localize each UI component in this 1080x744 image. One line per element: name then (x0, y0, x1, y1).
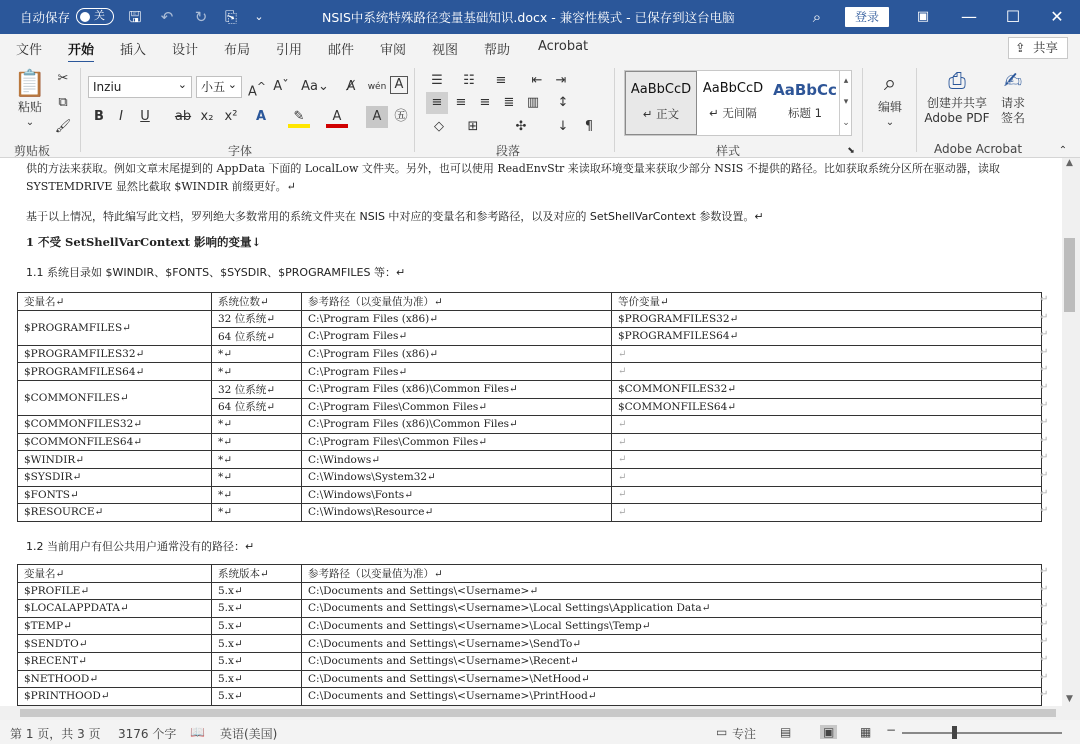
row-end-mark: ↵ (1040, 417, 1049, 428)
acrobat-group-label: Adobe Acrobat (934, 142, 1023, 156)
table-cell: C:\Windows\System32↵ (302, 468, 612, 486)
table-cell: $TEMP↵ (18, 617, 212, 635)
table-cell: $PROGRAMFILES32↵ (18, 345, 212, 363)
autosave-label: 自动保存 (20, 10, 71, 25)
table-cell: $NETHOOD↵ (18, 670, 212, 688)
row-end-mark: ↵ (1040, 619, 1049, 630)
table-cell: C:\Documents and Settings\<Username>↵ (302, 582, 1042, 600)
table-cell: 64 位系统↵ (212, 398, 302, 416)
table-cell: *↵ (212, 504, 302, 522)
style-normal[interactable] (625, 71, 697, 135)
tab-home[interactable]: 开始 (68, 39, 94, 58)
table-cell: $COMMONFILES32↵ (612, 380, 1042, 398)
table-row (18, 600, 1042, 618)
styles-group-label: 样式 (716, 144, 741, 158)
table-row (18, 433, 1042, 451)
table-cell: C:\Program Files (x86)↵ (302, 345, 612, 363)
table-cell: ↵ (612, 468, 1042, 486)
table-cell: $WINDIR↵ (18, 451, 212, 469)
change-case-icon[interactable]: Aa⌄ (301, 79, 329, 94)
undo-icon[interactable]: ↶ (160, 8, 174, 26)
separator (862, 68, 863, 152)
show-marks-icon[interactable]: ¶ (584, 119, 594, 134)
clear-format-icon[interactable]: A̸ (346, 79, 356, 94)
request-sign-button[interactable] (996, 68, 1030, 126)
table-cell: C:\Documents and Settings\<Username>\Recent↵ (302, 652, 1042, 670)
format-painter-icon[interactable]: 🖌 (54, 119, 72, 134)
styles-gallery (624, 70, 852, 136)
row-end-mark: ↵ (1040, 312, 1049, 323)
text-effects-icon[interactable]: A (255, 109, 267, 124)
bold-icon[interactable]: B (94, 109, 104, 124)
copy-icon[interactable]: ⧉ (58, 95, 68, 110)
table-cell: $COMMONFILES↵ (18, 380, 212, 415)
language[interactable]: 英语(美国) (220, 727, 278, 741)
table-cell: ↵ (612, 433, 1042, 451)
minimize-icon[interactable]: — (961, 7, 977, 26)
proofing-icon[interactable]: 📖 (190, 725, 205, 739)
tab-view[interactable]: 视图 (432, 43, 459, 58)
increase-indent-icon[interactable]: ⇥ (555, 73, 567, 88)
separator (414, 68, 415, 152)
table-cell: *↵ (212, 468, 302, 486)
variables-table-2 (17, 564, 1042, 706)
char-shading-icon[interactable]: A (366, 106, 388, 128)
customize-qat-icon[interactable]: ⌄ (254, 10, 264, 23)
table-cell: ↵ (612, 345, 1042, 363)
multilevel-list-icon[interactable]: ≡ (495, 73, 507, 88)
print-layout-icon[interactable]: ▣ (820, 725, 837, 739)
sort-icon[interactable]: ↓ (557, 119, 569, 134)
table-cell: $PROFILE↵ (18, 582, 212, 600)
table-cell: C:\Program Files (x86)\Common Files↵ (302, 416, 612, 434)
sign-label: 签名 (1000, 111, 1025, 125)
row-end-mark: ↵ (1040, 364, 1049, 375)
phonetic-guide-icon[interactable]: wén (367, 82, 387, 92)
table-cell: $PROGRAMFILES↵ (18, 310, 212, 345)
table-header-row (18, 565, 1042, 583)
tab-review[interactable]: 审阅 (380, 43, 407, 58)
row-end-mark: ↵ (1040, 400, 1049, 411)
word-count[interactable]: 3176 个字 (118, 727, 177, 741)
document-page[interactable] (0, 158, 1080, 706)
separator (614, 68, 615, 152)
heading-1-2: 1.2 当前用户有但公共用户通常没有的路径：↵ (26, 540, 255, 553)
style-preview: AaBbCc (773, 81, 837, 99)
variables-table-1 (17, 292, 1042, 522)
table-cell: ↵ (612, 363, 1042, 381)
scroll-down-icon[interactable]: ▼ (1066, 694, 1073, 704)
table-cell: C:\Windows\Resource↵ (302, 504, 612, 522)
bullets-icon[interactable]: ☰ (431, 73, 443, 88)
table-row (18, 380, 1042, 398)
header-cell: 系统版本↵ (212, 565, 302, 583)
save-icon[interactable]: 🖫 (128, 8, 142, 26)
table-cell: $PROGRAMFILES64↵ (612, 328, 1042, 346)
table-cell: $PRINTHOOD↵ (18, 688, 212, 706)
decrease-indent-icon[interactable]: ⇤ (531, 73, 543, 88)
table-header-row (18, 293, 1042, 311)
focus-icon[interactable]: ▭ (716, 725, 728, 739)
table-cell: *↵ (212, 363, 302, 381)
strikethrough-icon[interactable]: ab (174, 109, 192, 124)
share-label: 共享 (1033, 40, 1059, 55)
row-end-mark: ↵ (1040, 452, 1049, 463)
adobe-pdf-label: Adobe PDF (924, 111, 990, 125)
line-spacing-icon[interactable]: ↕ (557, 95, 569, 110)
row-end-mark: ↵ (1040, 505, 1049, 516)
table-cell: 5.x↵ (212, 670, 302, 688)
table-cell: C:\Program Files\Common Files↵ (302, 398, 612, 416)
row-end-mark: ↵ (1040, 566, 1049, 577)
table-cell: C:\Program Files (x86)\Common Files↵ (302, 380, 612, 398)
table-cell: $LOCALAPPDATA↵ (18, 600, 212, 618)
edit-label: 编辑 (877, 100, 902, 114)
vertical-scroll-thumb[interactable] (1064, 238, 1075, 312)
tab-file[interactable]: 文件 (16, 43, 43, 58)
table-cell: $FONTS↵ (18, 486, 212, 504)
font-name-select[interactable]: Inziu ⌄ (88, 76, 192, 98)
title-bar (0, 0, 1080, 34)
table-row (18, 310, 1042, 328)
italic-icon[interactable]: I (119, 109, 123, 124)
table-cell: 64 位系统↵ (212, 328, 302, 346)
shrink-font-icon[interactable]: Aˇ (273, 79, 289, 94)
table-cell: C:\Documents and Settings\<Username>\Local Settings\Temp↵ (302, 617, 1042, 635)
table-cell: *↵ (212, 433, 302, 451)
table-cell: 5.x↵ (212, 652, 302, 670)
table-cell: $COMMONFILES64↵ (612, 398, 1042, 416)
numbering-icon[interactable]: ☷ (463, 73, 475, 88)
tab-mailings[interactable]: 邮件 (328, 43, 355, 58)
table-row (18, 416, 1042, 434)
table-row (18, 345, 1042, 363)
find-icon: ⌕ (883, 71, 897, 96)
collapse-ribbon-icon[interactable]: ⌃ (1058, 145, 1068, 156)
table-cell: C:\Documents and Settings\<Username>\PrintHood↵ (302, 688, 1042, 706)
tab-layout[interactable]: 布局 (224, 43, 251, 58)
table-cell: ↵ (612, 416, 1042, 434)
subscript-icon[interactable]: x₂ (200, 109, 214, 124)
document-title: NSIS中系统特殊路径变量基础知识.docx - 兼容性模式 - 已保存到这台电脑 (322, 10, 735, 25)
table-row (18, 486, 1042, 504)
row-end-mark: ↵ (1040, 601, 1049, 612)
paste-button[interactable] (12, 68, 48, 130)
row-end-mark: ↵ (1040, 329, 1049, 340)
char-border-icon[interactable]: A (390, 76, 408, 94)
format-painter-qat-icon[interactable]: ⎘ (224, 8, 237, 26)
tab-help[interactable]: 帮助 (484, 43, 511, 58)
row-end-mark: ↵ (1040, 488, 1049, 499)
table-row (18, 468, 1042, 486)
table-cell: 32 位系统↵ (212, 380, 302, 398)
header-cell: 变量名↵ (18, 565, 212, 583)
grow-font-icon[interactable]: A^ (248, 80, 266, 100)
ribbon (0, 62, 1080, 158)
create-share-pdf-button[interactable] (922, 68, 992, 126)
table-cell: $PROGRAMFILES32↵ (612, 310, 1042, 328)
autosave-toggle[interactable]: 关 (76, 8, 114, 25)
underline-icon[interactable]: U (140, 109, 150, 124)
table-row (18, 451, 1042, 469)
styles-scroll[interactable]: ▴ ▾ ⌄ (839, 71, 852, 135)
row-end-mark: ↵ (1040, 470, 1049, 481)
table-row (18, 635, 1042, 653)
share-icon: ⇪ (1015, 40, 1026, 55)
paragraph-group-label: 段落 (496, 144, 521, 158)
table-row (18, 688, 1042, 706)
pdf-icon: ⎙ (948, 69, 966, 94)
table-cell: C:\Program Files (x86)↵ (302, 310, 612, 328)
row-end-mark: ↵ (1040, 654, 1049, 665)
style-name: ↵ 正文 (642, 107, 680, 121)
scroll-up-icon[interactable]: ▲ (1066, 158, 1073, 168)
style-preview: AaBbCcD (630, 82, 692, 97)
style-preview: AaBbCcD (702, 81, 764, 96)
enclose-char-icon[interactable]: ㊄ (394, 109, 408, 124)
signature-icon: ✍ (1003, 69, 1023, 94)
font-color-icon[interactable]: A (326, 106, 348, 128)
header-cell: 系统位数↵ (212, 293, 302, 311)
edit-button[interactable] (868, 68, 912, 130)
redo-icon[interactable]: ↻ (194, 8, 208, 26)
style-name: 标题 1 (788, 106, 822, 120)
close-icon[interactable]: ✕ (1050, 7, 1064, 26)
table-cell: $COMMONFILES32↵ (18, 416, 212, 434)
table-cell: 5.x↵ (212, 635, 302, 653)
ribbon-tabs (0, 34, 1080, 62)
clipboard-icon: 📋 (13, 69, 47, 99)
table-cell: 5.x↵ (212, 617, 302, 635)
chevron-down-icon: ⌄ (25, 117, 35, 128)
table-cell: *↵ (212, 345, 302, 363)
request-label: 请求 (1000, 96, 1025, 110)
row-end-mark: ↵ (1040, 584, 1049, 595)
asian-layout-icon[interactable]: ✣ (515, 119, 527, 134)
styles-dialog-icon[interactable]: ⬊ (847, 146, 855, 156)
table-cell: C:\Documents and Settings\<Username>\NetHood↵ (302, 670, 1042, 688)
zoom-slider[interactable] (902, 732, 1062, 734)
align-center-icon[interactable]: ≡ (455, 95, 467, 110)
heading-1: 1 不受 SetShellVarContext 影响的变量↓ (26, 235, 262, 249)
search-icon[interactable]: ⌕ (812, 8, 822, 26)
align-right-icon[interactable]: ≡ (479, 95, 491, 110)
row-end-mark: ↵ (1040, 294, 1049, 305)
heading-1-1: 1.1 系统目录如 $WINDIR、$FONTS、$SYSDIR、$PROGRAMFILES 等：↵ (26, 266, 406, 279)
table-cell: $SYSDIR↵ (18, 468, 212, 486)
table-cell: 32 位系统↵ (212, 310, 302, 328)
style-heading-1[interactable] (769, 71, 841, 135)
header-cell: 变量名↵ (18, 293, 212, 311)
tab-acrobat[interactable]: Acrobat (538, 39, 589, 54)
table-cell: $PROGRAMFILES64↵ (18, 363, 212, 381)
table-cell: C:\Windows↵ (302, 451, 612, 469)
header-cell: 等价变量↵ (612, 293, 1042, 311)
table-row (18, 504, 1042, 522)
tab-references[interactable]: 引用 (276, 43, 303, 58)
shading-icon[interactable]: ◇ (434, 119, 444, 134)
paragraph: 供的方法来获取。例如文章末尾提到的 AppData 下面的 LocalLow 文件夹。另外，也可以使用 ReadEnvStr 来读取环境变量来获取少部分 NSIS 不提供的路径。比如获取系统分区所在驱动器，读取 (26, 162, 1000, 175)
table-cell: $RECENT↵ (18, 652, 212, 670)
paste-label: 粘贴 (17, 100, 42, 114)
font-size-select[interactable]: 小五 ⌄ (196, 76, 242, 98)
zoom-slider-thumb[interactable] (952, 726, 957, 739)
table-cell: C:\Documents and Settings\<Username>\SendTo↵ (302, 635, 1042, 653)
table-cell: C:\Program Files↵ (302, 328, 612, 346)
separator (916, 68, 917, 152)
distributed-icon[interactable]: ▥ (526, 95, 540, 110)
clipboard-group-label: 剪贴板 (14, 144, 51, 158)
page-count[interactable]: 第 1 页，共 3 页 (10, 727, 101, 741)
header-cell: 参考路径（以变量值为准）↵ (302, 293, 612, 311)
table-cell: 5.x↵ (212, 688, 302, 706)
tab-insert[interactable]: 插入 (120, 43, 147, 58)
share-button[interactable] (1008, 37, 1068, 59)
row-end-mark: ↵ (1040, 435, 1049, 446)
header-cell: 参考路径（以变量值为准）↵ (302, 565, 1042, 583)
borders-icon[interactable]: ⊞ (467, 119, 479, 134)
maximize-icon[interactable]: ☐ (1005, 7, 1021, 26)
table-cell: 5.x↵ (212, 600, 302, 618)
read-mode-icon[interactable]: ▤ (780, 725, 792, 739)
row-end-mark: ↵ (1040, 672, 1049, 683)
zoom-out-icon[interactable]: − (886, 723, 897, 737)
table-row (18, 617, 1042, 635)
create-share-label: 创建并共享 (926, 96, 987, 110)
table-row (18, 652, 1042, 670)
row-end-mark: ↵ (1040, 382, 1049, 393)
paragraph: 基于以上情况，特此编写此文档，罗列绝大多数常用的系统文件夹在 NSIS 中对应的变量名和参考路径，以及对应的 SetShellVarContext 参数设置。↵ (26, 210, 764, 223)
table-row (18, 363, 1042, 381)
ribbon-display-icon[interactable]: ▣ (916, 9, 930, 24)
table-cell: *↵ (212, 451, 302, 469)
table-cell: *↵ (212, 416, 302, 434)
row-end-mark: ↵ (1040, 689, 1049, 700)
table-cell: $RESOURCE↵ (18, 504, 212, 522)
table-row (18, 582, 1042, 600)
style-no-spacing[interactable] (697, 71, 769, 135)
justify-icon[interactable]: ≣ (503, 95, 515, 110)
separator (80, 68, 81, 152)
table-cell: ↵ (612, 451, 1042, 469)
focus-label[interactable]: 专注 (732, 727, 757, 741)
table-cell: $SENDTO↵ (18, 635, 212, 653)
style-name: ↵ 无间隔 (709, 106, 757, 120)
table-row (18, 670, 1042, 688)
chevron-down-icon: ⌄ (885, 117, 895, 128)
paragraph: SYSTEMDRIVE 显然比截取 $WINDIR 前缀更好。↵ (26, 180, 296, 193)
superscript-icon[interactable]: x² (224, 109, 238, 124)
cut-icon[interactable]: ✂ (57, 71, 69, 86)
horizontal-scroll-thumb[interactable] (20, 709, 1056, 717)
table-cell: C:\Program Files↵ (302, 363, 612, 381)
table-cell: C:\Windows\Fonts↵ (302, 486, 612, 504)
table-cell: C:\Documents and Settings\<Username>\Local Settings\Application Data↵ (302, 600, 1042, 618)
table-cell: ↵ (612, 486, 1042, 504)
table-cell: ↵ (612, 504, 1042, 522)
table-cell: $COMMONFILES64↵ (18, 433, 212, 451)
highlight-icon[interactable]: ✎ (288, 106, 310, 128)
row-end-mark: ↵ (1040, 347, 1049, 358)
login-button[interactable]: 登录 (845, 7, 889, 27)
table-cell: C:\Program Files\Common Files↵ (302, 433, 612, 451)
tab-design[interactable]: 设计 (172, 43, 199, 58)
table-cell: 5.x↵ (212, 582, 302, 600)
row-end-mark: ↵ (1040, 636, 1049, 647)
web-layout-icon[interactable]: ▦ (860, 725, 872, 739)
font-group-label: 字体 (228, 144, 253, 158)
align-left-icon[interactable]: ≡ (426, 92, 448, 114)
table-cell: *↵ (212, 486, 302, 504)
